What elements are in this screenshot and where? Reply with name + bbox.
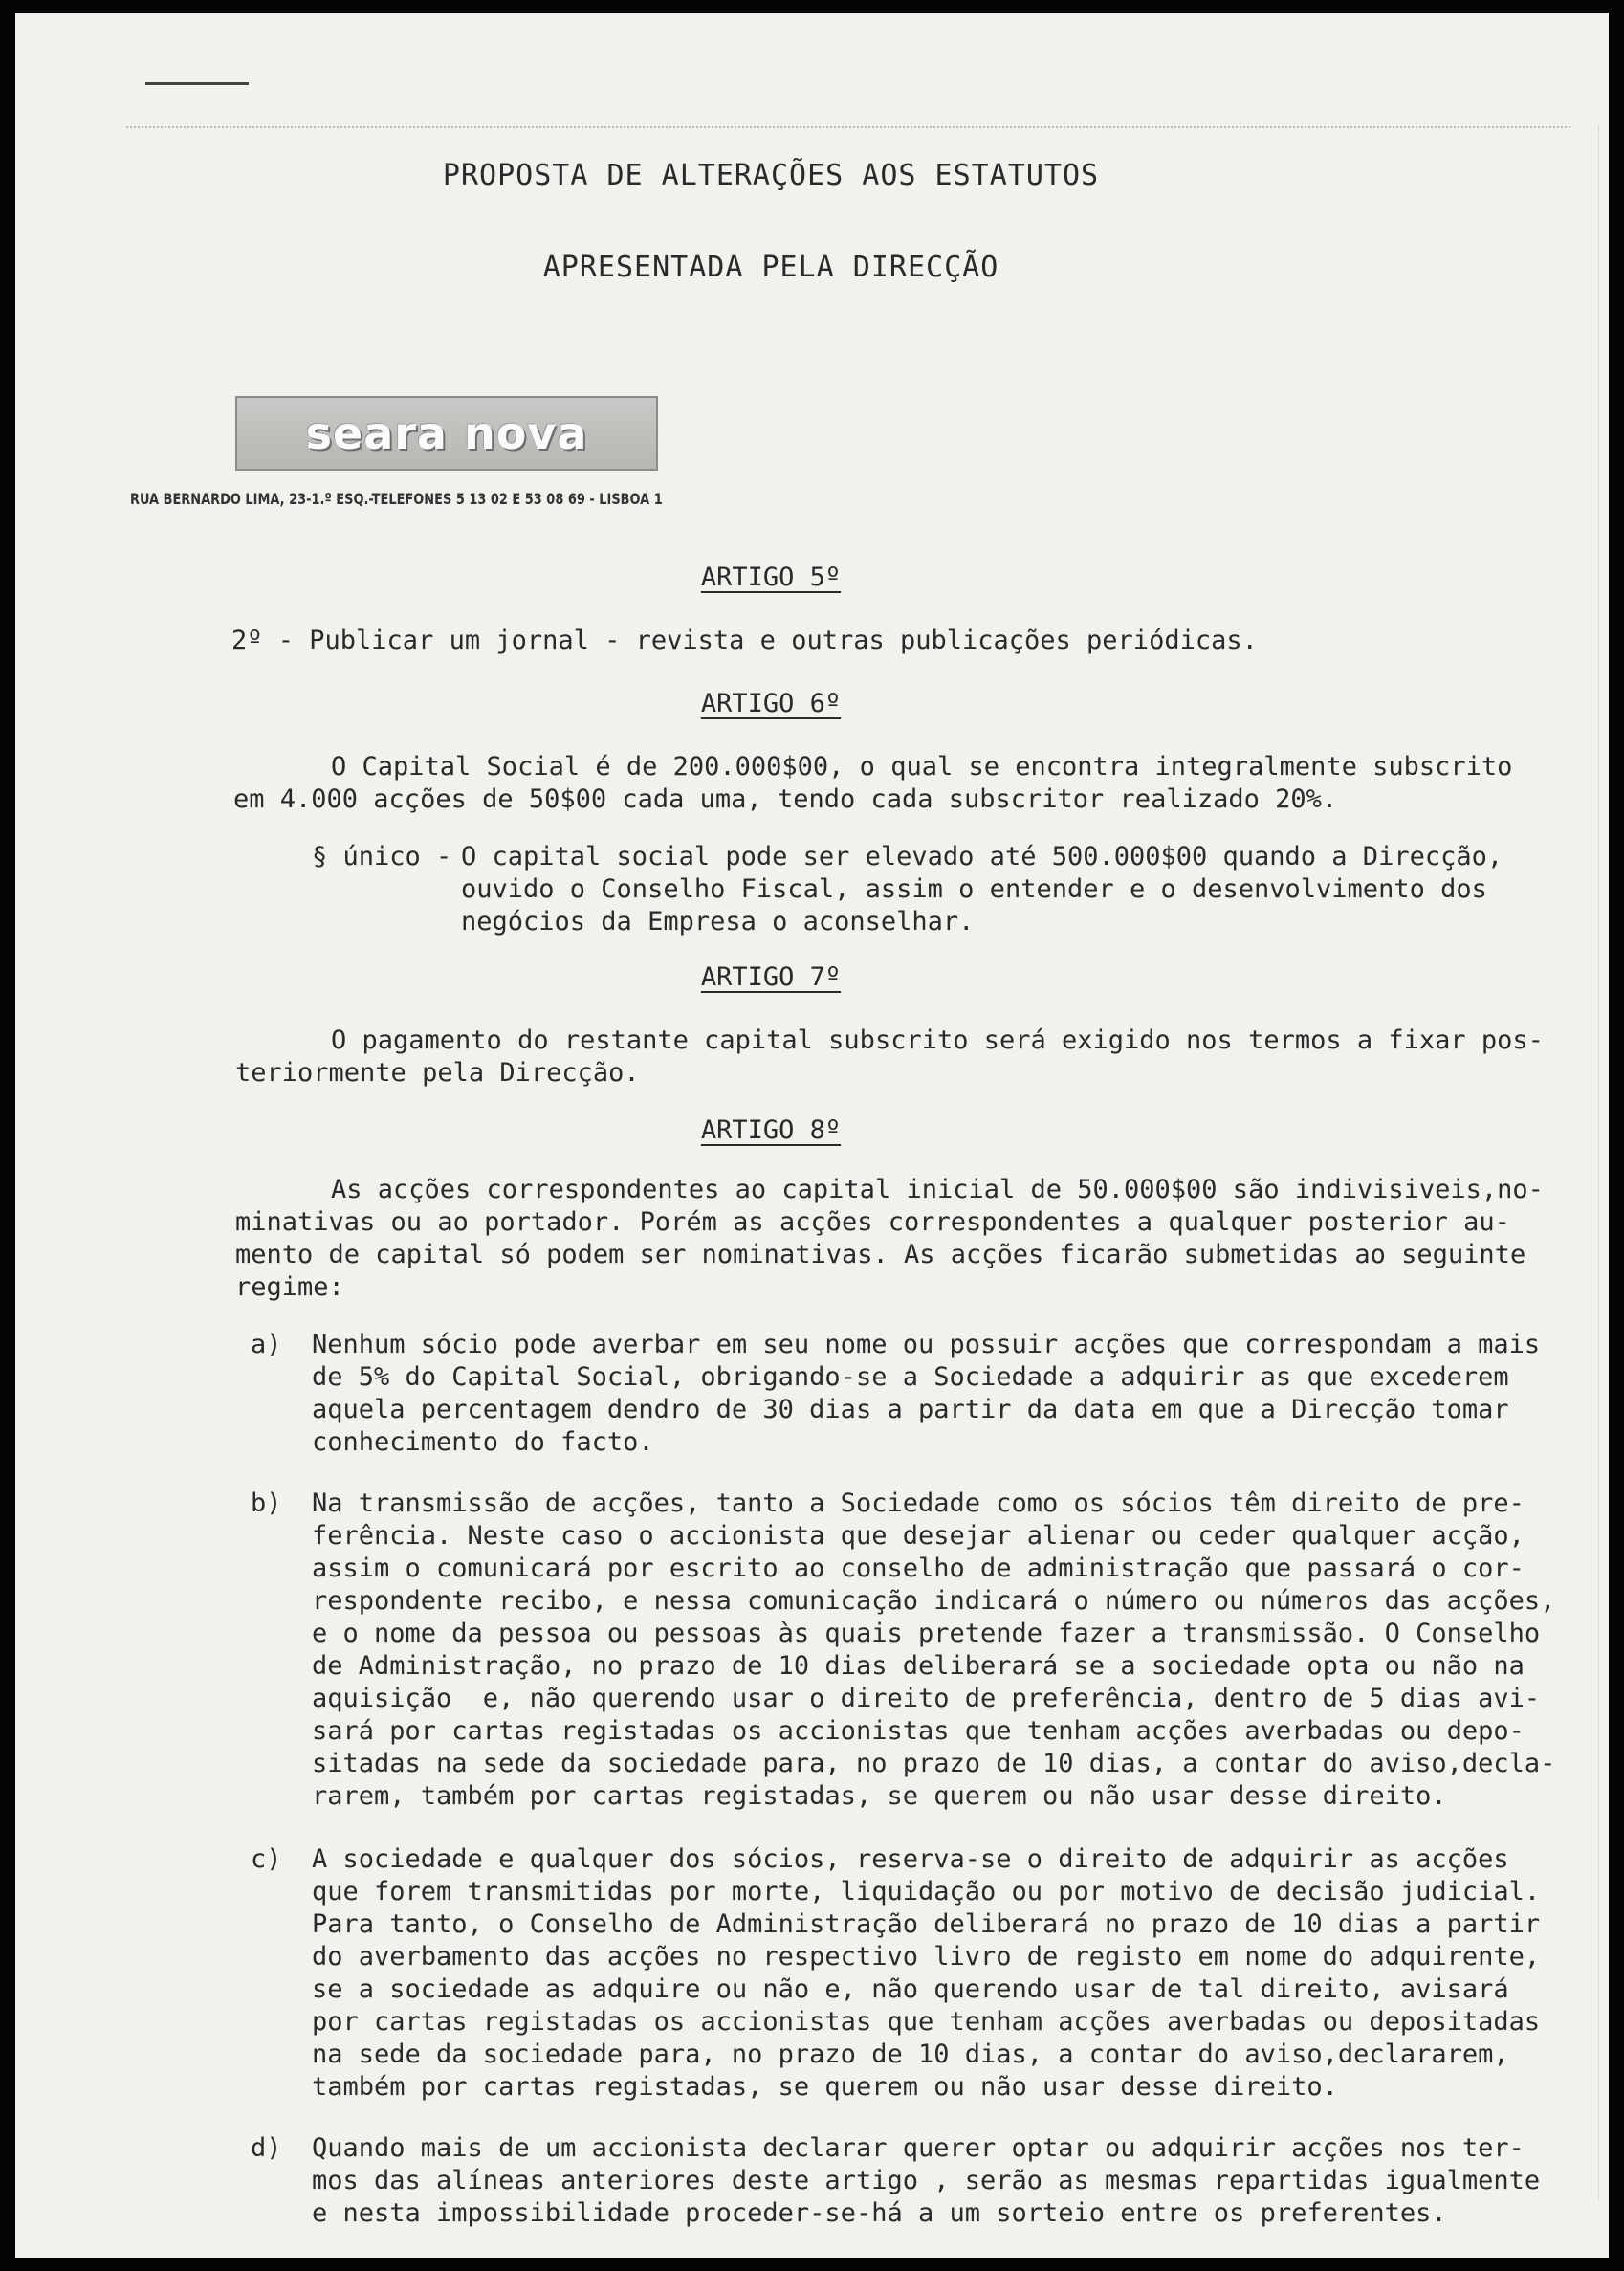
pen-mark [145,82,249,85]
item-c-line: por cartas registadas os accionistas que tenham acções averbadas ou depositadas [312,2007,1541,2037]
paragrafo-unico-line: O capital social pode ser elevado até 500.000$00 quando a Direcção, [461,842,1503,871]
item-d-label: d) [251,2133,282,2163]
document-subtitle: APRESENTADA PELA DIRECÇÃO [542,251,999,284]
item-c-line: se a sociedade as adquire ou não e, não querendo usar de tal direito, avisará [312,1974,1509,2004]
document-page [15,13,1609,2258]
item-a-line: aquela percentagem dendro de 30 dias a partir da data em que a Direcção tomar [312,1395,1509,1424]
item-c-line: do averbamento das acções no respectivo livro de registo em nome do adquirente, [312,1942,1541,1972]
artigo-8-heading: ARTIGO 8º [700,1115,842,1145]
artigo-8-intro-line: minativas ou ao portador. Porém as acções correspondentes a qualquer posterior au- [235,1207,1510,1237]
item-d-line: mos das alíneas anteriores deste artigo , serão as mesmas repartidas igualmente [312,2166,1541,2195]
document-title: PROPOSTA DE ALTERAÇÕES AOS ESTATUTOS [442,159,1100,192]
artigo-5-heading: ARTIGO 5º [700,562,842,592]
artigo-7-heading: ARTIGO 7º [700,962,842,992]
item-c-line: na sede da sociedade para, no prazo de 10 dias, a contar do aviso,declararem, [312,2039,1509,2069]
artigo-7-line: teriormente pela Direcção. [235,1058,640,1088]
artigo-6-line: O Capital Social é de 200.000$00, o qual se encontra integralmente subscrito [331,752,1513,782]
item-a-line: de 5% do Capital Social, obrigando-se a Sociedade a adquirir as que excederem [312,1362,1509,1392]
artigo-6-heading: ARTIGO 6º [700,689,842,718]
item-b-line: aquisição e, não querendo usar o direito de preferência, dentro de 5 dias avi- [312,1684,1541,1713]
item-c-line: que forem transmitidas por morte, liquidação ou por motivo de decisão judicial. [312,1877,1541,1907]
item-c-label: c) [251,1844,282,1874]
item-c-line: Para tanto, o Conselho de Administração deliberará no prazo de 10 dias a partir [312,1909,1541,1939]
item-b-line: sitadas na sede da sociedade para, no prazo de 10 dias, a contar do aviso,decla- [312,1749,1556,1778]
artigo-8-intro-line: regime: [235,1272,344,1302]
page-edge-line [126,126,1570,128]
item-b-line: assim o comunicará por escrito ao conselho de administração que passará o cor- [312,1554,1525,1583]
item-d-line: Quando mais de um accionista declarar querer optar ou adquirir acções nos ter- [312,2133,1525,2163]
item-b-line: de Administração, no prazo de 10 dias deliberará se a sociedade opta ou não na [312,1651,1525,1681]
item-b-line: rarem, também por cartas registadas, se querem ou não usar desse direito. [312,1781,1447,1811]
item-b-line: respondente recibo, e nessa comunicação indicará o número ou números das acções, [312,1586,1556,1616]
seara-nova-logo [235,396,658,471]
paragrafo-unico-label: § único - [312,842,452,871]
artigo-6-line: em 4.000 acções de 50$00 cada uma, tendo cada subscritor realizado 20%. [233,784,1338,814]
logo-text: seara nova [305,408,588,459]
artigo-8-intro-line: As acções correspondentes ao capital inicial de 50.000$00 são indivisiveis,no- [331,1175,1544,1204]
artigo-5-line: 2º - Publicar um jornal - revista e outras publicações periódicas. [231,626,1258,655]
item-b-label: b) [251,1488,282,1518]
artigo-8-intro-line: mento de capital só podem ser nominativas. As acções ficarão submetidas ao seguinte [235,1240,1526,1269]
item-c-line: também por cartas registadas, se querem ou não usar desse direito. [312,2072,1338,2102]
item-c-line: A sociedade e qualquer dos sócios, reserva-se o direito de adquirir as acções [312,1844,1509,1874]
paragrafo-unico-line: negócios da Empresa o aconselhar. [461,907,975,937]
paragrafo-unico-line: ouvido o Conselho Fiscal, assim o entender e o desenvolvimento dos [461,874,1487,904]
item-a-line: conhecimento do facto. [312,1427,654,1457]
item-b-line: Na transmissão de acções, tanto a Sociedade como os sócios têm direito de pre- [312,1488,1525,1518]
item-b-line: sará por cartas registadas os accionistas que tenham acções averbadas ou depo- [312,1716,1525,1746]
letterhead-address: RUA BERNARDO LIMA, 23-1.º ESQ.-TELEFONES 5 13 02 E 53 08 69 - LISBOA 1 [130,490,663,508]
item-a-line: Nenhum sócio pode averbar em seu nome ou possuir acções que correspondam a mais [312,1330,1541,1359]
item-d-line: e nesta impossibilidade proceder-se-há a um sorteio entre os preferentes. [312,2198,1447,2228]
item-b-line: e o nome da pessoa ou pessoas às quais pretende fazer a transmissão. O Conselho [312,1619,1541,1648]
item-a-label: a) [251,1330,282,1359]
page-edge-line [1598,126,1599,2200]
artigo-7-line: O pagamento do restante capital subscrito será exigido nos termos a fixar pos- [331,1025,1544,1055]
item-b-line: ferência. Neste caso o accionista que desejar alienar ou ceder qualquer acção, [312,1521,1525,1551]
